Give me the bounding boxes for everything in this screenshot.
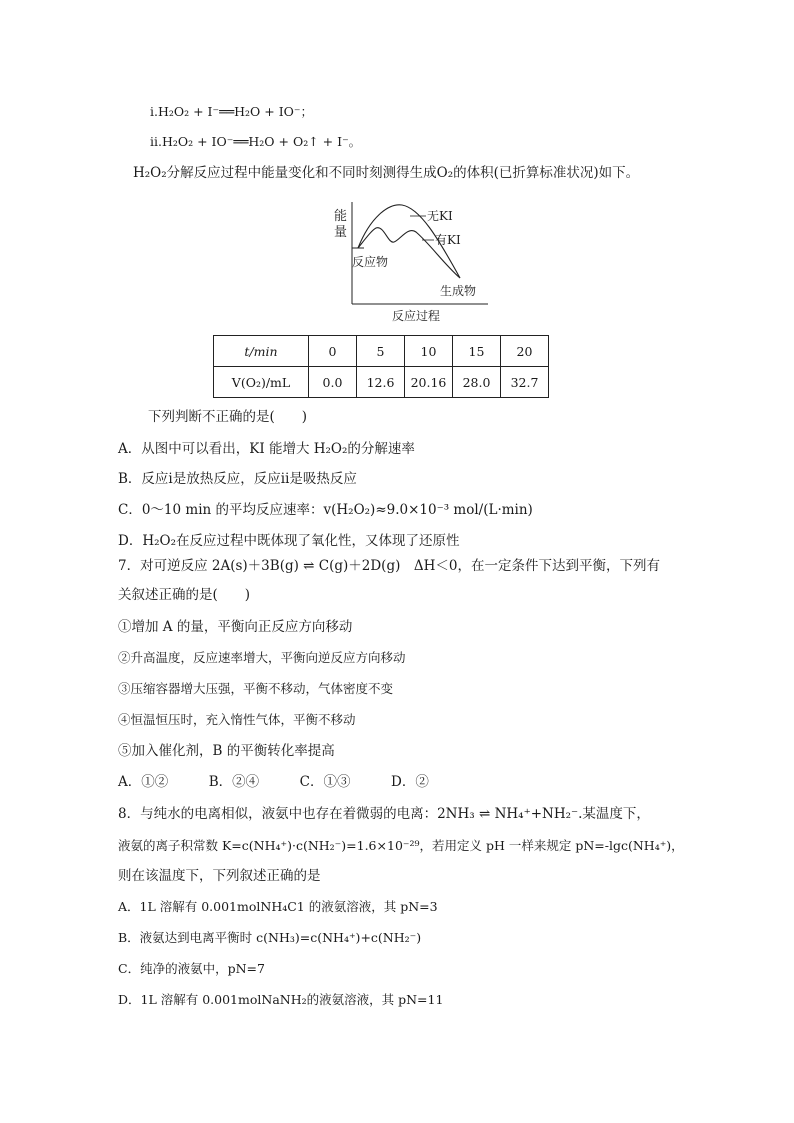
y-label-2: 量 (334, 225, 348, 240)
q7-choices: A．①② B．②④ C．①③ D．② (118, 774, 429, 790)
q7-item-5: ⑤加入催化剂，B 的平衡转化率提高 (118, 743, 335, 759)
table-cell: 12.6 (357, 367, 405, 398)
x-axis-label: 反应过程 (392, 309, 441, 323)
table-cell: 5 (357, 336, 405, 367)
table-cell: 0.0 (309, 367, 357, 398)
table-row (214, 367, 549, 398)
table-cell: 28.0 (453, 367, 501, 398)
q8-stem-3: 则在该温度下，下列叙述正确的是 (118, 868, 321, 884)
q8-option-b: B．液氨达到电离平衡时 c(NH₃)=c(NH₄⁺)+c(NH₂⁻) (118, 930, 422, 945)
q7-item-4: ④恒温恒压时，充入惰性气体，平衡不移动 (118, 712, 356, 727)
label-no-ki: 无KI (427, 209, 453, 223)
table-header-v: V(O₂)/mL (214, 367, 309, 398)
table-header-t: t/min (214, 336, 309, 367)
y-label-1: 能 (334, 209, 348, 224)
equation-ii: ⅱ.H₂O₂ + IO⁻══H₂O + O₂↑ + I⁻。 (150, 134, 362, 149)
q6-stem: 下列判断不正确的是( ) (148, 409, 308, 425)
q6-option-a: A．从图中可以看出，KI 能增大 H₂O₂的分解速率 (118, 441, 415, 457)
q7-item-1: ①增加 A 的量，平衡向正反应方向移动 (118, 619, 353, 635)
q7-stem-1: 7．对可逆反应 2A(s)＋3B(g) ⇌ C(g)＋2D(g) ΔH＜0，在一定条件下达到平衡，下列有 (118, 558, 660, 574)
label-reactant: 反应物 (352, 255, 389, 269)
label-ki: 有KI (435, 233, 461, 247)
energy-diagram (330, 198, 490, 328)
table-cell: 10 (405, 336, 453, 367)
table-cell: 20 (501, 336, 549, 367)
equation-i: ⅰ.H₂O₂ + I⁻══H₂O + IO⁻； (150, 104, 314, 119)
table-cell: 0 (309, 336, 357, 367)
q6-option-d: D．H₂O₂在反应过程中既体现了氧化性，又体现了还原性 (118, 533, 460, 549)
q7-item-2: ②升高温度，反应速率增大，平衡向逆反应方向移动 (118, 650, 406, 665)
q6-option-c: C．0～10 min 的平均反应速率：v(H₂O₂)≈9.0×10⁻³ mol/(L·min) (118, 502, 533, 518)
label-product: 生成物 (440, 284, 477, 298)
q7-stem-2: 关叙述正确的是( ) (118, 587, 251, 603)
q6-option-b: B．反应ⅰ是放热反应，反应ⅱ是吸热反应 (118, 471, 357, 487)
o2-volume-table (213, 335, 549, 398)
table-cell: 15 (453, 336, 501, 367)
q8-option-c: C．纯净的液氨中，pN=7 (118, 961, 265, 976)
intro-text: H₂O₂分解反应过程中能量变化和不同时刻测得生成O₂的体积(已折算标准状况)如下。 (133, 165, 640, 181)
q8-option-d: D．1L 溶解有 0.001molNaNH₂的液氨溶液，其 pN=11 (118, 992, 444, 1007)
q7-item-3: ③压缩容器增大压强，平衡不移动，气体密度不变 (118, 681, 394, 696)
table-row (214, 336, 549, 367)
q8-stem-2: 液氨的离子积常数 K=c(NH₄⁺)·c(NH₂⁻)=1.6×10⁻²⁹，若用定义 pH 一样来规定 pN=-lgc(NH₄⁺)， (118, 838, 684, 853)
q8-stem-1: 8．与纯水的电离相似，液氨中也存在着微弱的电离：2NH₃ ⇌ NH₄⁺+NH₂⁻.某温度下， (118, 806, 650, 822)
table-cell: 32.7 (501, 367, 549, 398)
table-cell: 20.16 (405, 367, 453, 398)
q8-option-a: A．1L 溶解有 0.001molNH₄C1 的液氨溶液，其 pN=3 (118, 899, 438, 914)
